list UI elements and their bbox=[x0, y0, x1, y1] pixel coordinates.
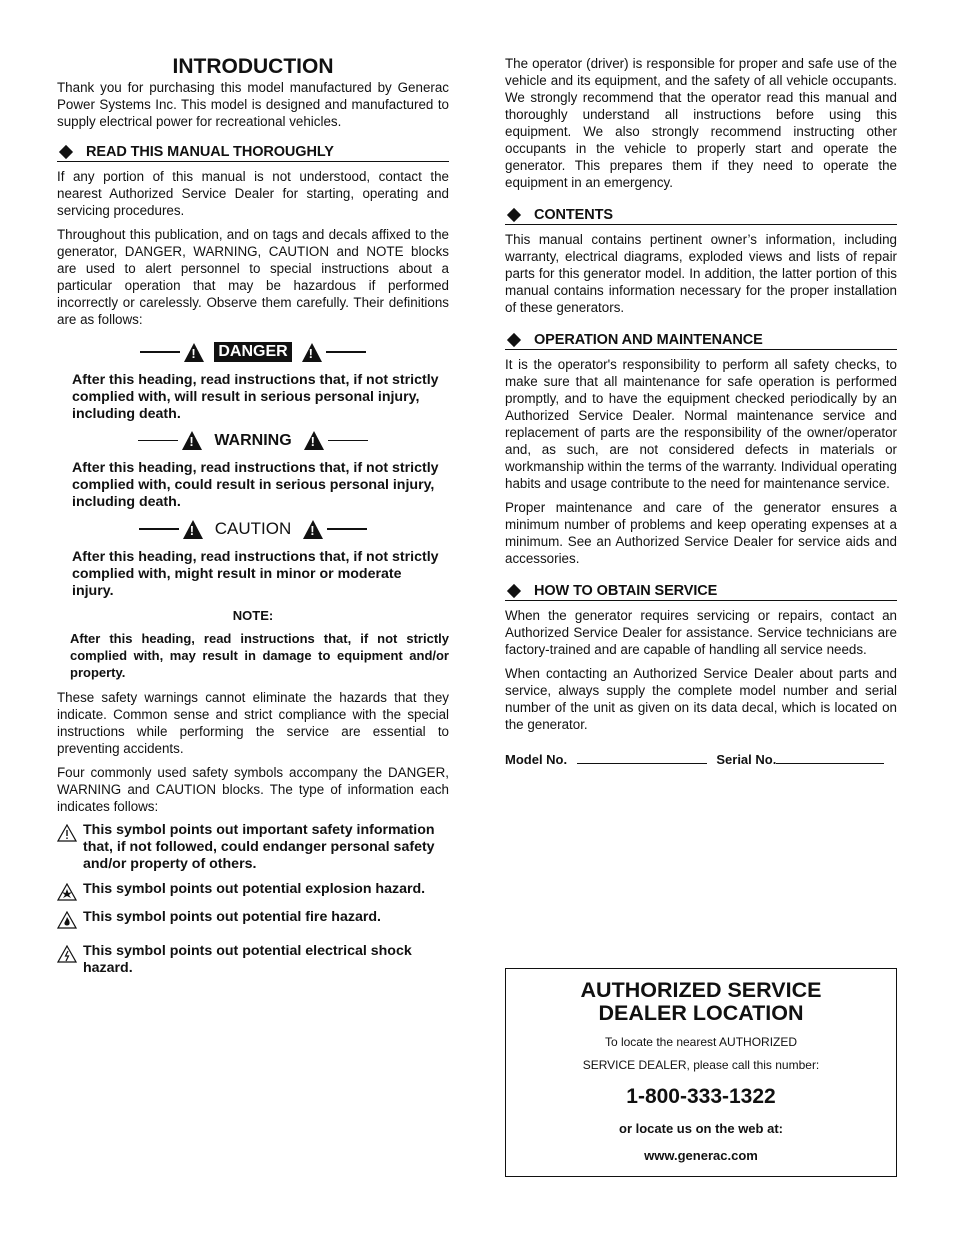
page-title: INTRODUCTION bbox=[172, 55, 334, 78]
diamond-bullet-icon bbox=[507, 208, 521, 222]
safety-alert-icon bbox=[57, 824, 77, 842]
warning-label: WARNING bbox=[214, 431, 292, 449]
fire-hazard-icon bbox=[57, 911, 77, 929]
caution-signal-header bbox=[57, 519, 449, 539]
section-heading-text: CONTENTS bbox=[534, 207, 613, 223]
symbol-description: This symbol points out potential fire hazard. bbox=[83, 909, 381, 925]
diamond-bullet-icon bbox=[507, 584, 521, 598]
symbol-item-electrical bbox=[57, 943, 449, 977]
symbol-description: This symbol points out potential electrical shock hazard. bbox=[83, 943, 412, 976]
symbol-description: This symbol points out potential explosion hazard. bbox=[83, 881, 426, 897]
section-heading-text: OPERATION AND MAINTENANCE bbox=[534, 332, 763, 348]
symbol-item-explosion bbox=[57, 881, 449, 901]
section-heading-text: READ THIS MANUAL THOROUGHLY bbox=[86, 144, 334, 160]
diamond-bullet-icon bbox=[59, 145, 73, 159]
intro-paragraph: Thank you for purchasing this model manufactured by Generac Power Systems Inc. This model is designed and manufactured to supply electrical power for recreational vehicles. bbox=[57, 80, 449, 129]
serial-number-label: Serial No. bbox=[716, 752, 777, 767]
dealer-location-box bbox=[505, 968, 897, 1177]
dealer-web-label: or locate us on the web at: bbox=[619, 1121, 783, 1136]
note-label: NOTE: bbox=[232, 608, 274, 623]
explosion-hazard-icon bbox=[57, 883, 77, 901]
paragraph: If any portion of this manual is not understood, contact the nearest Authorized Service Dealer for starting, operating and servicing procedures. bbox=[57, 169, 449, 218]
operator-paragraph: The operator (driver) is responsible for proper and safe use of the vehicle and its equipment, and the safety of all vehicle occupants. We strongly recommend that the operator read this manual and thoroughly understand all instructions before using this equipment. We also strongly recommend instructing other occupants in the vehicle to properly start and operate the generator. This prepares them if they need to operate the equipment in an emergency. bbox=[505, 56, 897, 190]
note-definition: After this heading, read instructions that, if not strictly complied with, may result in damage to equipment and/or property. bbox=[70, 631, 449, 680]
model-number-field[interactable] bbox=[577, 751, 707, 764]
paragraph: When contacting an Authorized Service Dealer about parts and service, always supply the complete model number and serial number of the unit as given on its data decal, which is located on the generator. bbox=[505, 666, 897, 732]
dealer-title-line: AUTHORIZED SERVICE bbox=[580, 978, 822, 1002]
danger-signal-header bbox=[57, 342, 449, 362]
paragraph: Proper maintenance and care of the generator ensures a minimum number of problems and keep operating expenses at a minimum. See an Authorized Service Dealer for service aids and accessories. bbox=[505, 500, 897, 566]
paragraph: Throughout this publication, and on tags and decals affixed to the generator, DANGER, WARNING, CAUTION and NOTE blocks are used to alert personnel to special instructions about a particular operation that may be hazardous if performed incorrectly or carelessly. Observe them carefully. Their definitions are as follows: bbox=[57, 227, 449, 327]
model-number-label: Model No. bbox=[505, 752, 568, 767]
warning-triangle-icon bbox=[182, 431, 202, 450]
dealer-title bbox=[506, 979, 896, 1025]
electrical-shock-icon bbox=[57, 945, 77, 963]
section-heading-contents bbox=[505, 207, 897, 225]
warning-triangle-icon bbox=[184, 343, 204, 362]
paragraph: It is the operator's responsibility to perform all safety checks, to make sure that all maintenance for safe operation is performed promptly, and to have the equipment checked periodically by an Authorized Service Dealer. Normal maintenance service and replacement of parts are the responsibility of the owner/operator and, as such, are not considered defects in materials or workmanship within the terms of the warranty. Individual operating habits and usage contribute to the need for maintenance service. bbox=[505, 357, 897, 491]
dealer-title-line: DEALER LOCATION bbox=[598, 1001, 804, 1025]
symbol-item-fire bbox=[57, 909, 449, 929]
warning-triangle-icon bbox=[304, 431, 324, 450]
dealer-web-url[interactable]: www.generac.com bbox=[644, 1148, 758, 1163]
warning-definition: After this heading, read instructions that, if not strictly complied with, could result in serious personal injury, including death. bbox=[72, 460, 439, 510]
section-heading-obtain-service bbox=[505, 583, 897, 601]
dealer-phone-number[interactable]: 1-800-333-1322 bbox=[626, 1085, 776, 1108]
dealer-subtitle-line: SERVICE DEALER, please call this number: bbox=[582, 1058, 820, 1072]
symbol-description: This symbol points out important safety information that, if not followed, could endanger personal safety and/or property of others. bbox=[83, 822, 435, 872]
section-heading-text: HOW TO OBTAIN SERVICE bbox=[534, 583, 718, 599]
danger-definition: After this heading, read instructions that, if not strictly complied with, will result in serious personal injury, including death. bbox=[72, 372, 439, 422]
danger-label: DANGER bbox=[214, 342, 291, 362]
paragraph: When the generator requires servicing or repairs, contact an Authorized Service Dealer for assistance. Service technicians are factory-trained and are capable of handling all service needs. bbox=[505, 608, 897, 657]
paragraph: Four commonly used safety symbols accompany the DANGER, WARNING and CAUTION blocks. The type of information each indicates follows: bbox=[57, 765, 449, 814]
dealer-subtitle-line: To locate the nearest AUTHORIZED bbox=[604, 1035, 798, 1049]
model-serial-fields bbox=[505, 751, 897, 767]
warning-triangle-icon bbox=[183, 520, 203, 539]
section-heading-operation-maintenance bbox=[505, 332, 897, 350]
caution-definition: After this heading, read instructions that, if not strictly complied with, might result in minor or moderate injury. bbox=[72, 549, 439, 599]
left-column bbox=[57, 55, 449, 985]
warning-triangle-icon bbox=[303, 520, 323, 539]
section-heading-read-manual bbox=[57, 144, 449, 162]
diamond-bullet-icon bbox=[507, 333, 521, 347]
symbol-item-safety bbox=[57, 822, 449, 873]
warning-triangle-icon bbox=[302, 343, 322, 362]
right-column bbox=[505, 55, 897, 767]
serial-number-field[interactable] bbox=[776, 751, 884, 764]
caution-label: CAUTION bbox=[214, 519, 292, 538]
paragraph: This manual contains pertinent owner’s information, including warranty, electrical diagrams, exploded views and lists of repair parts for this generator model. In addition, the latter portion of this manual contains information necessary for the proper installation of these generators. bbox=[505, 232, 897, 315]
warning-signal-header bbox=[57, 431, 449, 450]
paragraph: These safety warnings cannot eliminate the hazards that they indicate. Common sense and strict compliance with the special instructions while performing the service are essential to preventing accidents. bbox=[57, 690, 449, 756]
